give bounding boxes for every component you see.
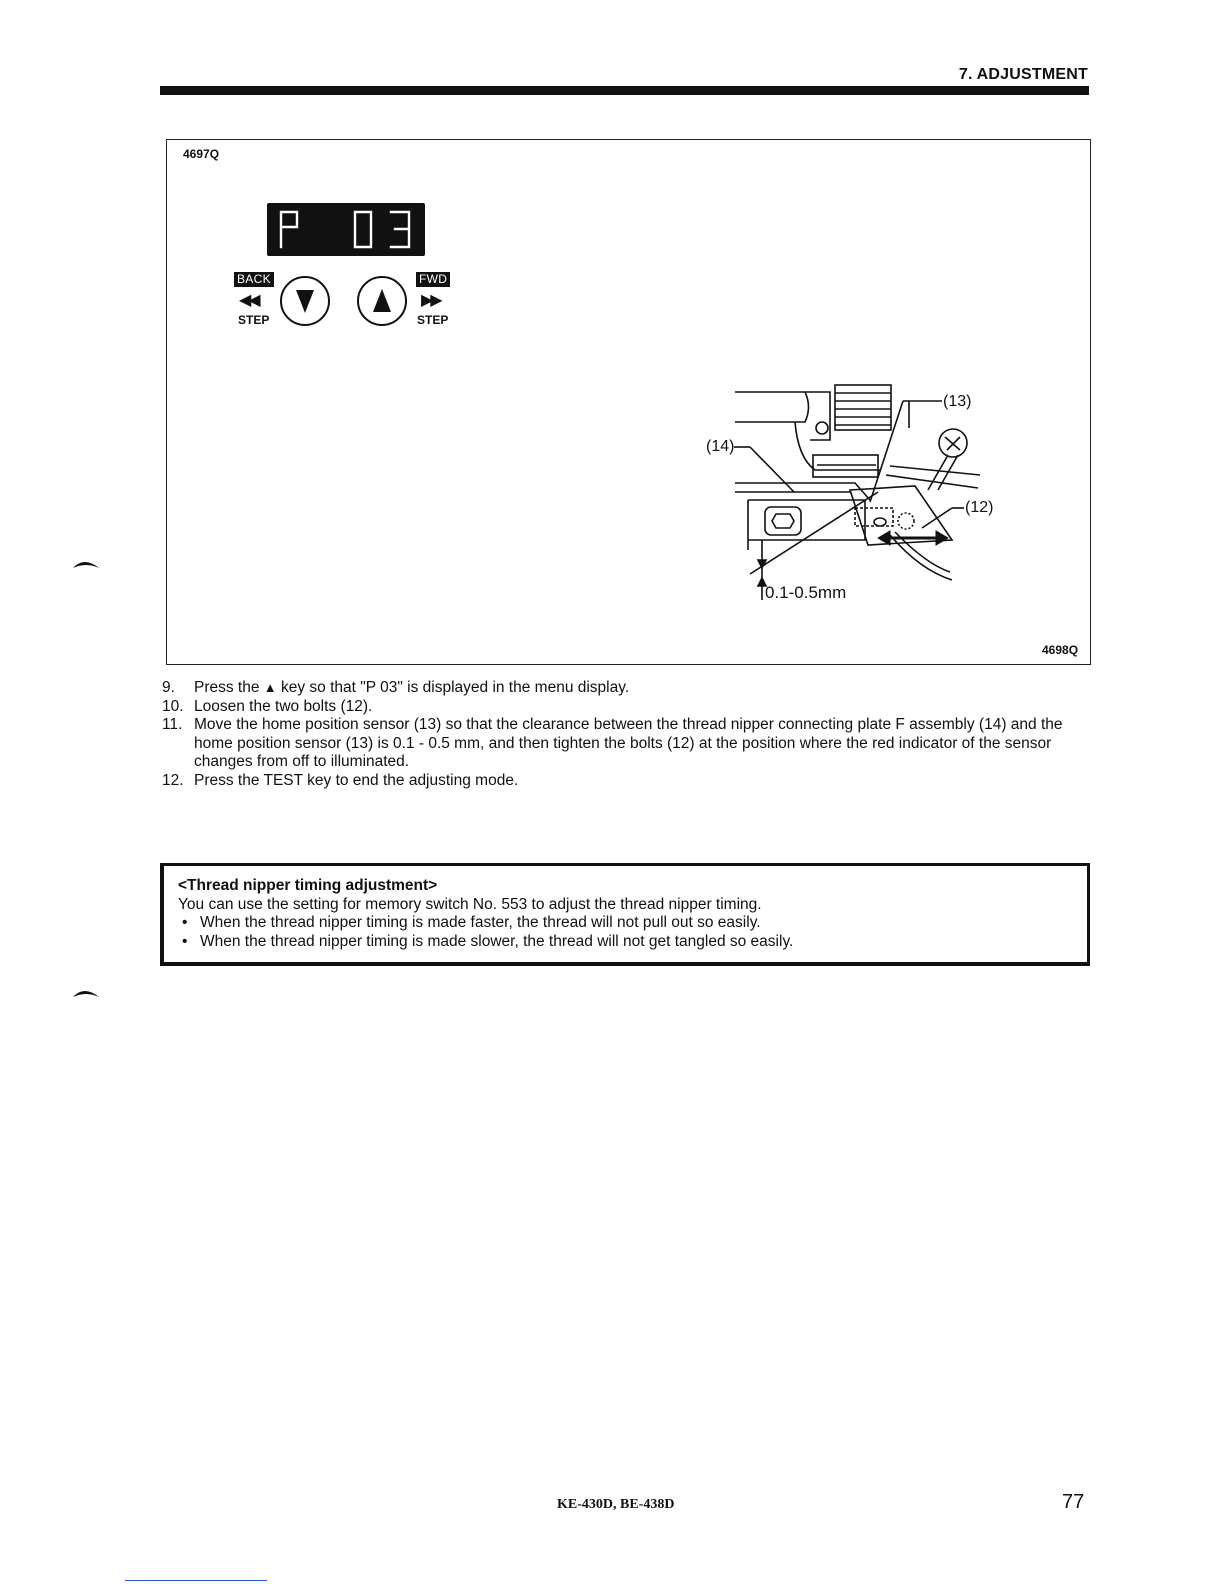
figure-code-right: 4698Q xyxy=(1042,643,1079,657)
seven-segment-readout xyxy=(267,203,425,256)
step-text: Press the TEST key to end the adjusting mode. xyxy=(194,771,519,789)
list-item xyxy=(160,716,1090,772)
list-item xyxy=(160,698,1090,717)
step-text: Loosen the two bolts (12). xyxy=(194,697,373,715)
binding-mark-icon xyxy=(72,987,100,999)
callout-14: (14) xyxy=(706,438,735,455)
step-number: 10. xyxy=(162,697,184,715)
callout-13: (13) xyxy=(943,393,972,410)
note-title: <Thread nipper timing adjustment> xyxy=(178,877,438,894)
list-item: • When the thread nipper timing is made faster, the thread will not pull out so easily. xyxy=(178,914,1073,933)
binding-mark-icon xyxy=(72,558,100,570)
menu-display xyxy=(267,203,425,256)
footer-model: KE-430D, BE-438D xyxy=(557,1497,675,1512)
segment-char-p xyxy=(281,212,297,247)
list-item xyxy=(160,679,1090,698)
fwd-step-arrows-icon: ▶▶ xyxy=(421,292,440,309)
step-text-before: Press the xyxy=(194,679,264,696)
step-number: 11. xyxy=(162,716,183,733)
callout-12: (12) xyxy=(965,499,994,516)
note-box xyxy=(160,863,1090,966)
down-key-button[interactable] xyxy=(280,276,330,326)
note-bullets xyxy=(178,914,1073,951)
up-key-button[interactable] xyxy=(357,276,407,326)
fwd-label: FWD xyxy=(416,272,450,287)
page-number: 77 xyxy=(1062,1491,1085,1513)
back-label: BACK xyxy=(234,272,274,287)
note-intro: You can use the setting for memory switch No. 553 to adjust the thread nipper timing. xyxy=(178,895,762,913)
fwd-step-label: STEP xyxy=(417,313,449,327)
back-step-label: STEP xyxy=(238,313,270,327)
down-triangle-icon xyxy=(282,278,328,324)
back-step-arrows-icon: ◀◀ xyxy=(239,292,258,309)
header-rule xyxy=(160,86,1089,95)
procedure-steps xyxy=(160,679,1090,790)
step-text-after: key so that "P 03" is displayed in the menu display. xyxy=(276,679,630,696)
step-text: Move the home position sensor (13) so that the clearance between the thread nipper connecting plate F assembly (14) and the home position sensor (13) is 0.1 - 0.5 mm, and then tighten the bolts (12) at the position where the red indicator of the sensor changes from off to illuminated. xyxy=(194,716,1063,770)
step-number: 12. xyxy=(162,771,184,789)
up-triangle-icon xyxy=(359,278,405,324)
segment-char-3 xyxy=(391,212,409,247)
section-title: 7. ADJUSTMENT xyxy=(958,66,1088,83)
list-item: • When the thread nipper timing is made slower, the thread will not get tangled so easily. xyxy=(178,933,1073,952)
clearance-label: 0.1-0.5mm xyxy=(765,583,847,602)
segment-char-0 xyxy=(355,212,371,247)
footer-rule xyxy=(125,1580,267,1581)
sensor-mechanism-diagram xyxy=(690,380,1010,610)
list-item xyxy=(160,772,1090,791)
up-key-triangle-icon: ▲ xyxy=(263,680,277,695)
step-number: 9. xyxy=(162,679,175,696)
figure-code-left: 4697Q xyxy=(183,147,220,161)
